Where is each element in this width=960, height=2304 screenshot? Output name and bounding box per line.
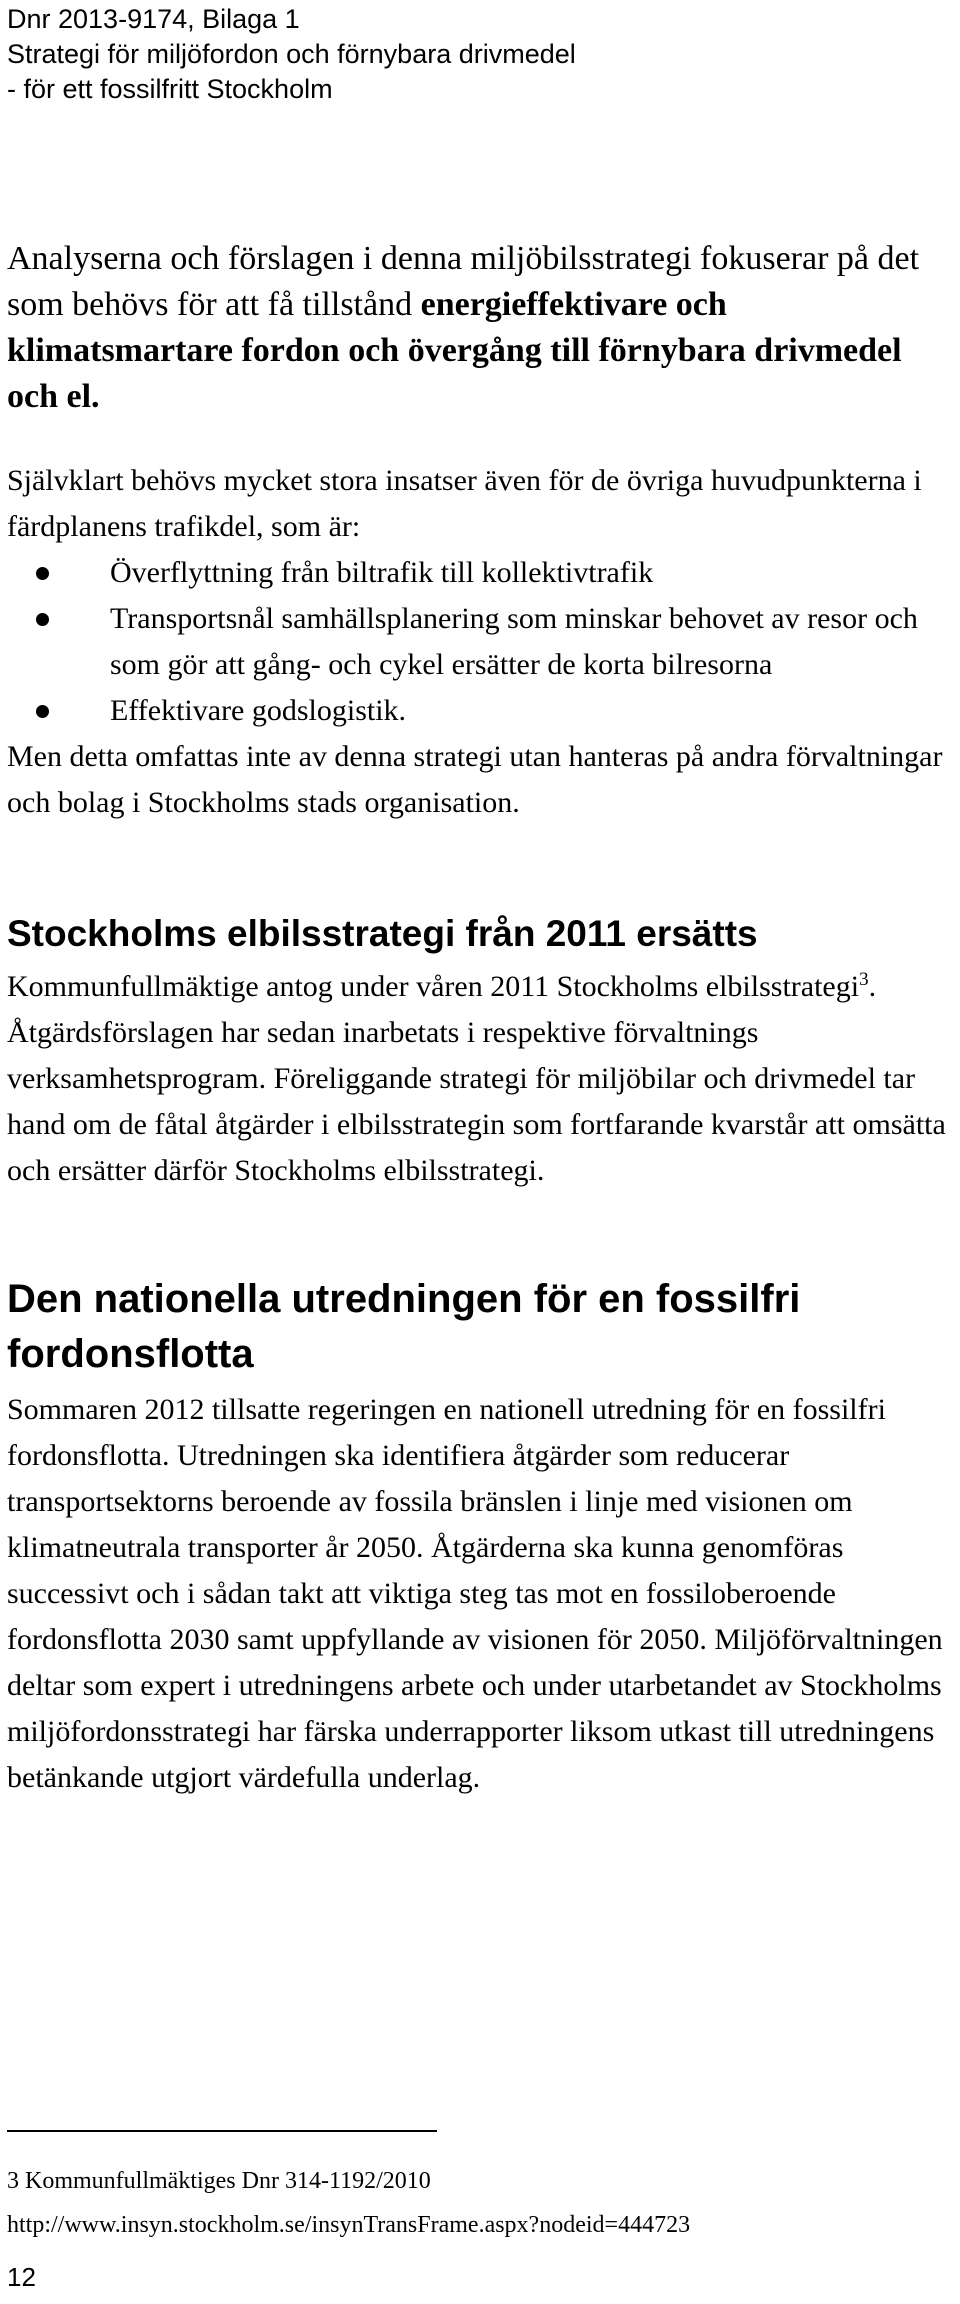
travel-closing-paragraph: Men detta omfattas inte av denna strategi utan hanteras på andra förvaltningar och bolag i Stockholms stads organisation. — [7, 740, 943, 819]
page-number: 12 — [7, 2262, 36, 2292]
national-paragraph: Sommaren 2012 tillsatte regeringen en nationell utredning för en fossilfri fordonsflotta. Utredningen ska identifiera åtgärder som reducerar transportsektorns beroende av fossila bränslen i linje med visionen om klimatneutrala transporter år 2050. Åtgärderna ska kunna genomföras successivt och i sådan takt att viktiga steg tas mot en fossiloberoende fordonsflotta 2030 samt uppfyllande av visionen för 2050. Miljöförvaltningen deltar som expert i utredningens arbete och under utarbetandet av Stockholms miljöfordonsstrategi har färska underrapporter liksom utkast till utredningens betänkande utgjort värdefulla underlag. — [7, 1393, 943, 1794]
national-heading: Den nationella utredningen för en fossilfri fordonsflotta — [7, 1277, 801, 1376]
document-header — [7, 2, 576, 107]
elbil-text-end: . Åtgärdsförslagen har sedan inarbetats i respektive förvaltnings verksamhetsprogram. Föreliggande strategi för miljöbilar och drivmedel tar hand om de fåtal åtgärder i elbilsstrategin som fortfarande kvarstår att omsätta och ersätter därför Stockholms elbilsstrategi. — [7, 970, 946, 1187]
list-item-text: Effektivare godslogistik. — [110, 694, 407, 727]
footnote-text: 3 Kommunfullmäktiges Dnr 314-1192/2010 — [7, 2168, 431, 2194]
travel-section — [7, 458, 952, 826]
document-subtitle: - för ett fossilfritt Stockholm — [7, 74, 333, 104]
bullet-icon — [36, 705, 49, 718]
list-item — [7, 688, 952, 734]
intro-bold-text: energieffektivare och klimatsmartare fordon och övergång till förnybara drivmedel och el. — [7, 286, 902, 415]
travel-bullet-list — [7, 550, 952, 734]
document-number: Dnr 2013-9174, Bilaga 1 — [7, 4, 300, 34]
bullet-icon — [36, 613, 49, 626]
footnote-divider — [7, 2130, 437, 2132]
list-item-text: Överflyttning från biltrafik till kollektivtrafik — [110, 556, 654, 589]
footnote-url: http://www.insyn.stockholm.se/insynTransFrame.aspx?nodeid=444723 — [7, 2212, 691, 2238]
intro-text: Analyserna och förslagen i denna miljöbilsstrategi fokuserar på det som behövs för att få tillstånd — [7, 240, 920, 323]
elbil-heading: Stockholms elbilsstrategi från 2011 ersätts — [7, 913, 758, 954]
elbil-text-start: Kommunfullmäktige antog under våren 2011 Stockholms elbilsstrategi — [7, 970, 860, 1003]
footnote-reference: 3 — [859, 969, 869, 990]
bullet-icon — [36, 567, 49, 580]
intro-paragraph — [7, 236, 947, 420]
travel-lead-paragraph: Självklart behövs mycket stora insatser även för de övriga huvudpunkterna i färdplanens trafikdel, som är: — [7, 464, 922, 543]
list-item — [7, 596, 952, 688]
list-item — [7, 550, 952, 596]
document-title: Strategi för miljöfordon och förnybara drivmedel — [7, 39, 576, 69]
elbil-paragraph — [7, 964, 952, 1194]
list-item-text: Transportsnål samhällsplanering som minskar behovet av resor och som gör att gång- och cykel ersätter de korta bilresorna — [110, 602, 918, 681]
